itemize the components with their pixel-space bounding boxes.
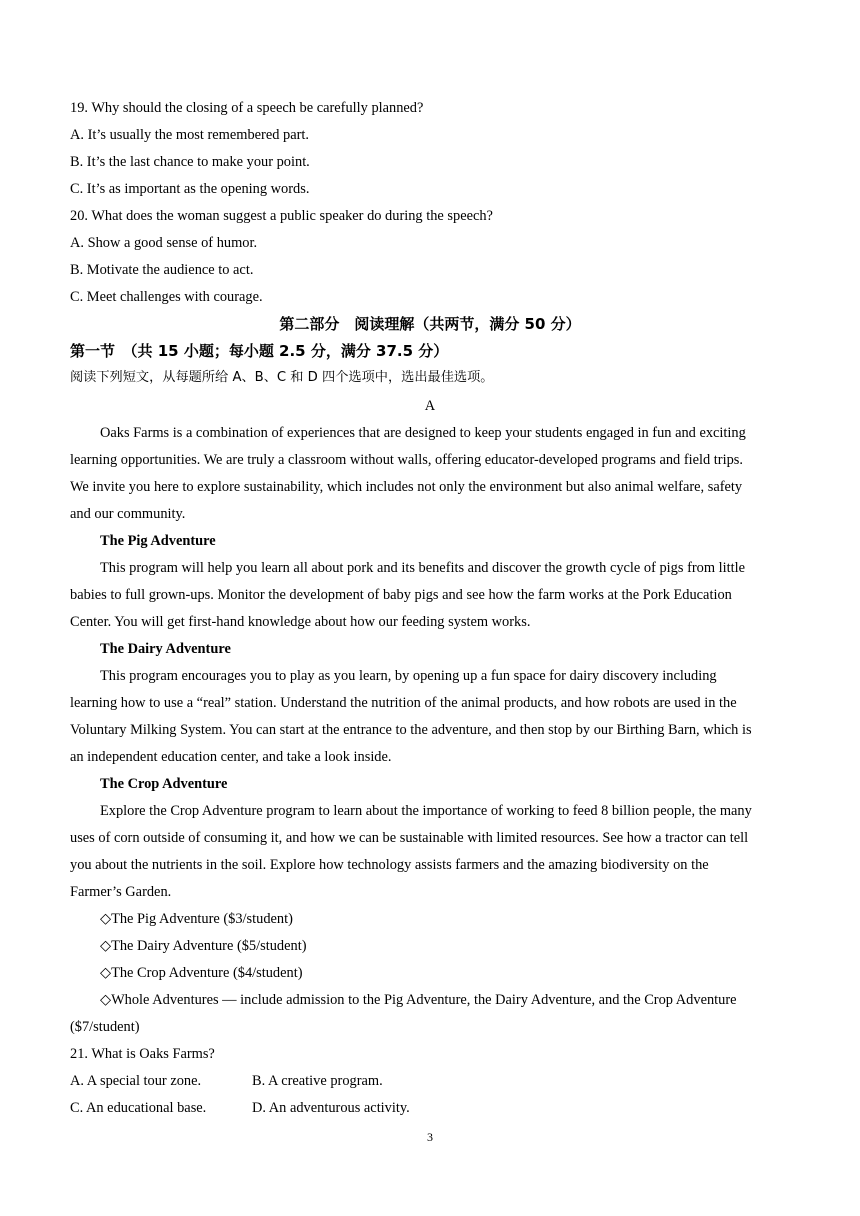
q21-option-c: C. An educational base. — [70, 1100, 207, 1116]
intro-line: and our community. — [70, 506, 186, 522]
price-item-cont: ($7/student) — [70, 1019, 140, 1035]
instruction-text: 阅读下列短文，从每题所给 A、B、C 和 D 四个选项中，选出最佳选项。 — [70, 370, 494, 385]
pig-text-line: babies to full grown-ups. Monitor the development of baby pigs and see how the farm works at the Pork Education — [70, 587, 732, 603]
q21-option-a: A. A special tour zone. — [70, 1073, 202, 1089]
q21-row-1 — [70, 1072, 790, 1090]
q20-option-c: C. Meet challenges with courage. — [70, 289, 263, 305]
crop-text-line: Explore the Crop Adventure program to learn about the importance of working to feed 8 billion people, the many — [100, 803, 752, 819]
question-20: 20. What does the woman suggest a public speaker do during the speech? — [70, 208, 493, 224]
intro-line: learning opportunities. We are truly a classroom without walls, offering educator-developed programs and field trips. — [70, 452, 743, 468]
crop-text-line: you about the nutrients in the soil. Explore how technology assists farmers and the amazing biodiversity on the — [70, 857, 709, 873]
price-item: ◇The Crop Adventure ($4/student) — [100, 965, 303, 981]
q19-option-c: C. It’s as important as the opening words. — [70, 181, 310, 197]
dairy-heading: The Dairy Adventure — [100, 641, 231, 657]
dairy-text-line: This program encourages you to play as you learn, by opening up a fun space for dairy discovery including — [100, 668, 717, 684]
question-21: 21. What is Oaks Farms? — [70, 1046, 215, 1062]
pig-text-line: Center. You will get first-hand knowledge about how our feeding system works. — [70, 614, 531, 630]
section1-title: 第一节 （共 15 小题；每小题 2.5 分，满分 37.5 分） — [70, 342, 449, 360]
pig-heading: The Pig Adventure — [100, 533, 216, 549]
passage-label: A — [424, 398, 436, 414]
q21-row-2 — [70, 1099, 790, 1117]
crop-heading: The Crop Adventure — [100, 776, 228, 792]
page-number: 3 — [427, 1130, 433, 1144]
q20-option-a: A. Show a good sense of humor. — [70, 235, 258, 251]
intro-line: Oaks Farms is a combination of experiences that are designed to keep your students engaged in fun and exciting — [100, 425, 746, 441]
dairy-text-line: Voluntary Milking System. You can start at the entrance to the adventure, and then stop by our Birthing Barn, which is — [70, 722, 752, 738]
pig-text-line: This program will help you learn all about pork and its benefits and discover the growth cycle of pigs from little — [100, 560, 746, 576]
q21-option-b: B. A creative program. — [252, 1073, 383, 1089]
crop-text-line: uses of corn outside of consuming it, and how we can be sustainable with limited resources. See how a tractor can tell — [70, 830, 749, 846]
price-item: ◇Whole Adventures — include admission to the Pig Adventure, the Dairy Adventure, and the Crop Adventure — [100, 992, 737, 1008]
price-item: ◇The Dairy Adventure ($5/student) — [100, 938, 307, 954]
q20-option-b: B. Motivate the audience to act. — [70, 262, 254, 278]
q19-option-a: A. It’s usually the most remembered part. — [70, 127, 309, 143]
intro-line: We invite you here to explore sustainability, which includes not only the environment but also animal welfare, safety — [70, 479, 743, 495]
q19-option-b: B. It’s the last chance to make your point. — [70, 154, 310, 170]
price-item: ◇The Pig Adventure ($3/student) — [100, 911, 293, 927]
dairy-text-line: learning how to use a “real” station. Understand the nutrition of the animal products, and how robots are used in the — [70, 695, 737, 711]
question-19: 19. Why should the closing of a speech be carefully planned? — [70, 100, 424, 116]
q21-option-d: D. An adventurous activity. — [252, 1100, 410, 1116]
crop-text-line: Farmer’s Garden. — [70, 884, 172, 900]
dairy-text-line: an independent education center, and take a look inside. — [70, 749, 392, 765]
part2-title: 第二部分 阅读理解（共两节，满分 50 分） — [279, 315, 581, 333]
